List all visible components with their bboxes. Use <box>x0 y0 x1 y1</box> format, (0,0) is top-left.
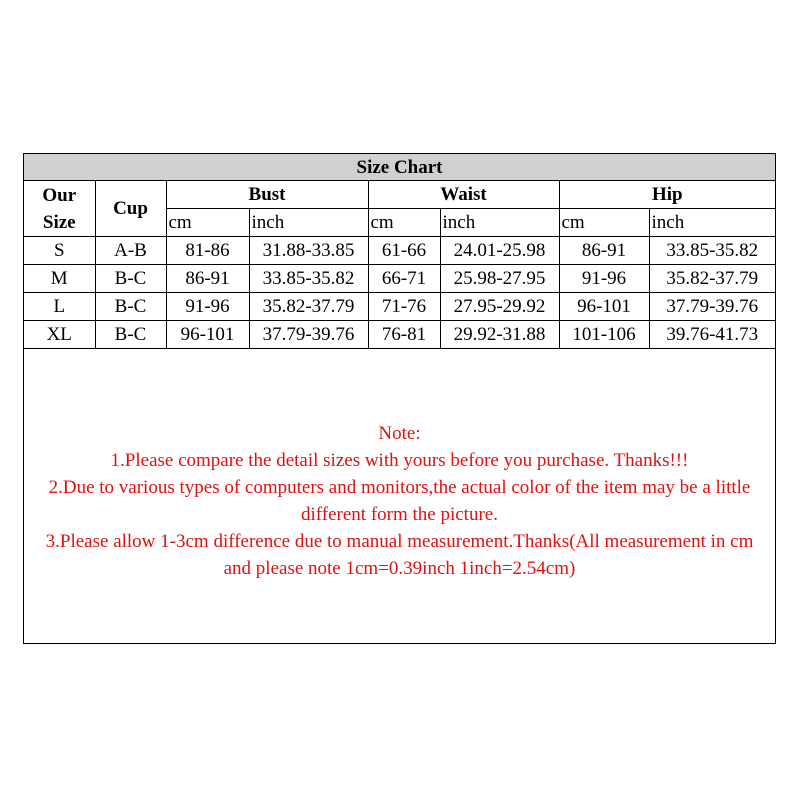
size-cell: XL <box>24 321 95 349</box>
hip-cm-cell: 91-96 <box>559 265 649 293</box>
waist-cm-cell: 61-66 <box>368 237 440 265</box>
table-row <box>24 265 775 293</box>
cup-cell: B-C <box>95 293 166 321</box>
note-line-3: 3.Please allow 1-3cm difference due to manual measurement.Thanks(All measurement in cm and please note 1cm=0.39inch 1inch=2.54cm) <box>45 531 754 579</box>
cup-cell: A-B <box>95 237 166 265</box>
bust-inch-cell: 31.88-33.85 <box>249 237 368 265</box>
bust-cm-unit: cm <box>166 209 249 237</box>
table-row <box>24 293 775 321</box>
waist-inch-unit: inch <box>440 209 559 237</box>
waist-inch-cell: 29.92-31.88 <box>440 321 559 349</box>
hip-cm-cell: 96-101 <box>559 293 649 321</box>
table-row <box>24 237 775 265</box>
waist-cm-cell: 76-81 <box>368 321 440 349</box>
bust-header: Bust <box>166 181 368 209</box>
size-chart-panel <box>23 153 776 644</box>
our-size-header-line1: Our <box>42 184 77 206</box>
our-size-header-line2: Size <box>42 211 76 233</box>
cup-cell: B-C <box>95 321 166 349</box>
hip-header: Hip <box>559 181 775 209</box>
header-row <box>24 181 775 209</box>
chart-title: Size Chart <box>24 154 775 181</box>
bust-inch-cell: 33.85-35.82 <box>249 265 368 293</box>
hip-inch-cell: 37.79-39.76 <box>649 293 775 321</box>
waist-inch-cell: 24.01-25.98 <box>440 237 559 265</box>
bust-cm-cell: 91-96 <box>166 293 249 321</box>
bust-inch-cell: 35.82-37.79 <box>249 293 368 321</box>
bust-cm-cell: 81-86 <box>166 237 249 265</box>
waist-cm-unit: cm <box>368 209 440 237</box>
hip-cm-cell: 101-106 <box>559 321 649 349</box>
title-row <box>24 154 775 181</box>
size-cell: M <box>24 265 95 293</box>
hip-inch-unit: inch <box>649 209 775 237</box>
bust-cm-cell: 96-101 <box>166 321 249 349</box>
bust-inch-cell: 37.79-39.76 <box>249 321 368 349</box>
hip-inch-cell: 33.85-35.82 <box>649 237 775 265</box>
waist-header: Waist <box>368 181 559 209</box>
waist-inch-cell: 25.98-27.95 <box>440 265 559 293</box>
bust-cm-cell: 86-91 <box>166 265 249 293</box>
our-size-header <box>24 181 95 237</box>
note-line-1: 1.Please compare the detail sizes with yours before you purchase. Thanks!!! <box>110 450 689 471</box>
bust-inch-unit: inch <box>249 209 368 237</box>
note-line-2: 2.Due to various types of computers and monitors,the actual color of the item may be a little different form the picture. <box>48 477 751 525</box>
note-block <box>24 420 775 582</box>
hip-inch-cell: 35.82-37.79 <box>649 265 775 293</box>
waist-cm-cell: 66-71 <box>368 265 440 293</box>
table-row <box>24 321 775 349</box>
size-chart-table <box>24 154 775 349</box>
waist-cm-cell: 71-76 <box>368 293 440 321</box>
size-cell: L <box>24 293 95 321</box>
cup-cell: B-C <box>95 265 166 293</box>
size-cell: S <box>24 237 95 265</box>
note-heading: Note: <box>378 423 421 444</box>
cup-header: Cup <box>95 181 166 237</box>
hip-cm-cell: 86-91 <box>559 237 649 265</box>
hip-inch-cell: 39.76-41.73 <box>649 321 775 349</box>
waist-inch-cell: 27.95-29.92 <box>440 293 559 321</box>
hip-cm-unit: cm <box>559 209 649 237</box>
